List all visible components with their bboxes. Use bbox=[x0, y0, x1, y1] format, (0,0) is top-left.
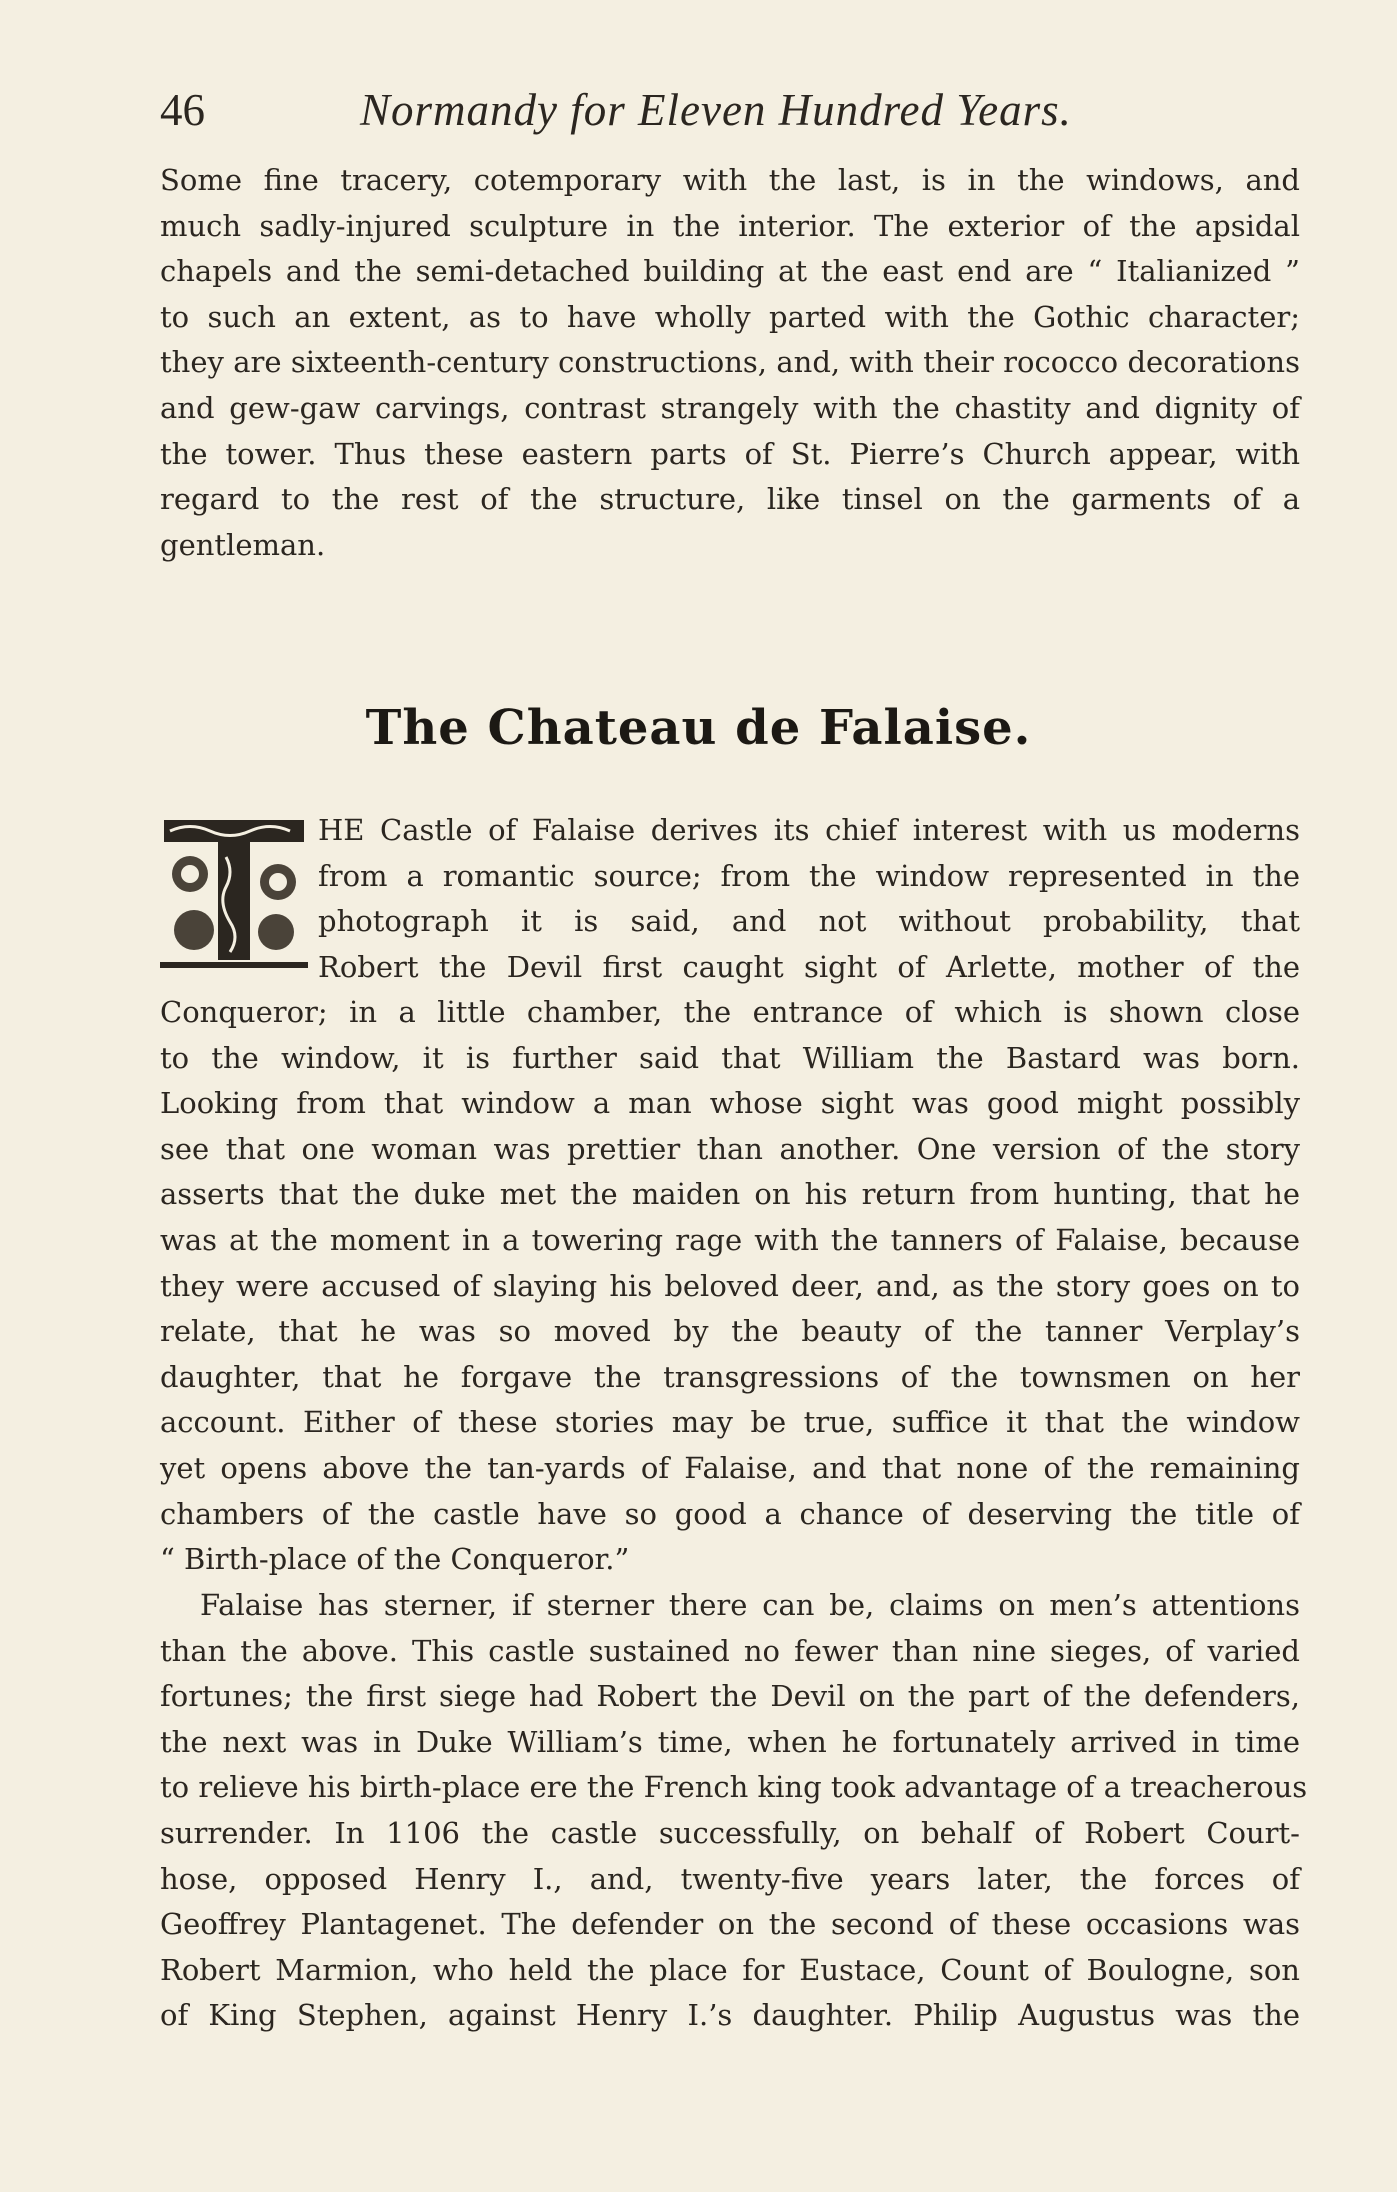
text-line: yet opens above the tan-yards of Falaise, and that none of the remaining bbox=[160, 1450, 1300, 1485]
text-line: much sadly-injured sculpture in the interior. The exterior of the apsidal bbox=[160, 208, 1300, 243]
text-line: of King Stephen, against Henry I.’s daughter. Philip Augustus was the bbox=[160, 1998, 1300, 2033]
text-line: photograph it is said, and not without probability, that bbox=[318, 904, 1300, 939]
text-line: surrender. In 1106 the castle successfully, on behalf of Robert Court- bbox=[160, 1815, 1300, 1850]
text-line: gentleman. bbox=[160, 527, 326, 562]
text-line: Geoffrey Plantagenet. The defender on the second of these occasions was bbox=[160, 1907, 1300, 1942]
text-line: the next was in Duke William’s time, when he fortunately arrived in time bbox=[160, 1724, 1300, 1759]
paragraph-1 bbox=[160, 158, 1300, 568]
text-line: Looking from that window a man whose sight was good might possibly bbox=[160, 1086, 1300, 1121]
text-line: Conqueror; in a little chamber, the entrance of which is shown close bbox=[160, 995, 1300, 1029]
page-number: 46 bbox=[160, 85, 205, 135]
text-line: to the window, it is further said that William the Bastard was born. bbox=[160, 1040, 1300, 1075]
text-line: Robert Marmion, who held the place for Eustace, Count of Boulogne, son bbox=[160, 1952, 1300, 1987]
text-line: HE Castle of Falaise derives its chief interest with us moderns bbox=[318, 813, 1300, 847]
paragraph-2-beside-dropcap bbox=[318, 808, 1300, 990]
text-line: chapels and the semi-detached building at the east end are “ Italianized ” bbox=[160, 254, 1300, 289]
text-line: see that one woman was prettier than another. One version of the story bbox=[160, 1131, 1300, 1166]
text-line: from a romantic source; from the window represented in the bbox=[318, 858, 1300, 893]
text-line: “ Birth-place of the Conqueror.” bbox=[160, 1542, 630, 1577]
text-line: daughter, that he forgave the transgressions of the townsmen on her bbox=[160, 1359, 1300, 1394]
text-line: they were accused of slaying his beloved deer, and, as the story goes on to bbox=[160, 1268, 1300, 1303]
text-line: to such an extent, as to have wholly parted with the Gothic character; bbox=[160, 299, 1300, 334]
page-header bbox=[160, 82, 1300, 138]
text-line: Falaise has sterner, if sterner there can be, claims on men’s attentions bbox=[200, 1588, 1300, 1622]
text-line: to relieve his birth-place ere the French king took advantage of a treacherous bbox=[160, 1770, 1308, 1805]
running-title: Normandy for Eleven Hundred Years. bbox=[360, 85, 1072, 135]
text-line: hose, opposed Henry I., and, twenty-five years later, the forces of bbox=[160, 1861, 1300, 1896]
text-line: relate, that he was so moved by the beauty of the tanner Verplay’s bbox=[160, 1314, 1300, 1349]
text-line: asserts that the duke met the maiden on his return from hunting, that he bbox=[160, 1177, 1300, 1212]
text-line: the tower. Thus these eastern parts of St. Pierre’s Church appear, with bbox=[160, 436, 1300, 471]
text-line: than the above. This castle sustained no fewer than nine sieges, of varied bbox=[160, 1633, 1300, 1668]
text-line: fortunes; the first siege had Robert the Devil on the part of the defenders, bbox=[160, 1679, 1300, 1714]
decorated-dropcap bbox=[160, 812, 308, 970]
paragraph-2 bbox=[160, 990, 1300, 1583]
text-line: they are sixteenth-century constructions, and, with their rococco decorations bbox=[160, 345, 1300, 380]
text-line: regard to the rest of the structure, like tinsel on the garments of a bbox=[160, 482, 1300, 517]
text-line: chambers of the castle have so good a chance of deserving the title of bbox=[160, 1496, 1300, 1531]
text-line: Some fine tracery, cotemporary with the last, is in the windows, and bbox=[160, 163, 1300, 197]
section-title: The Chateau de Falaise. bbox=[365, 700, 1032, 756]
text-line: was at the moment in a towering rage with the tanners of Falaise, because bbox=[160, 1222, 1300, 1257]
text-line: and gew-gaw carvings, contrast strangely with the chastity and dignity of bbox=[160, 390, 1300, 425]
paragraph-3 bbox=[160, 1583, 1308, 2039]
text-line: Robert the Devil first caught sight of Arlette, mother of the bbox=[318, 949, 1300, 984]
text-line: account. Either of these stories may be true, suffice it that the window bbox=[160, 1405, 1300, 1440]
